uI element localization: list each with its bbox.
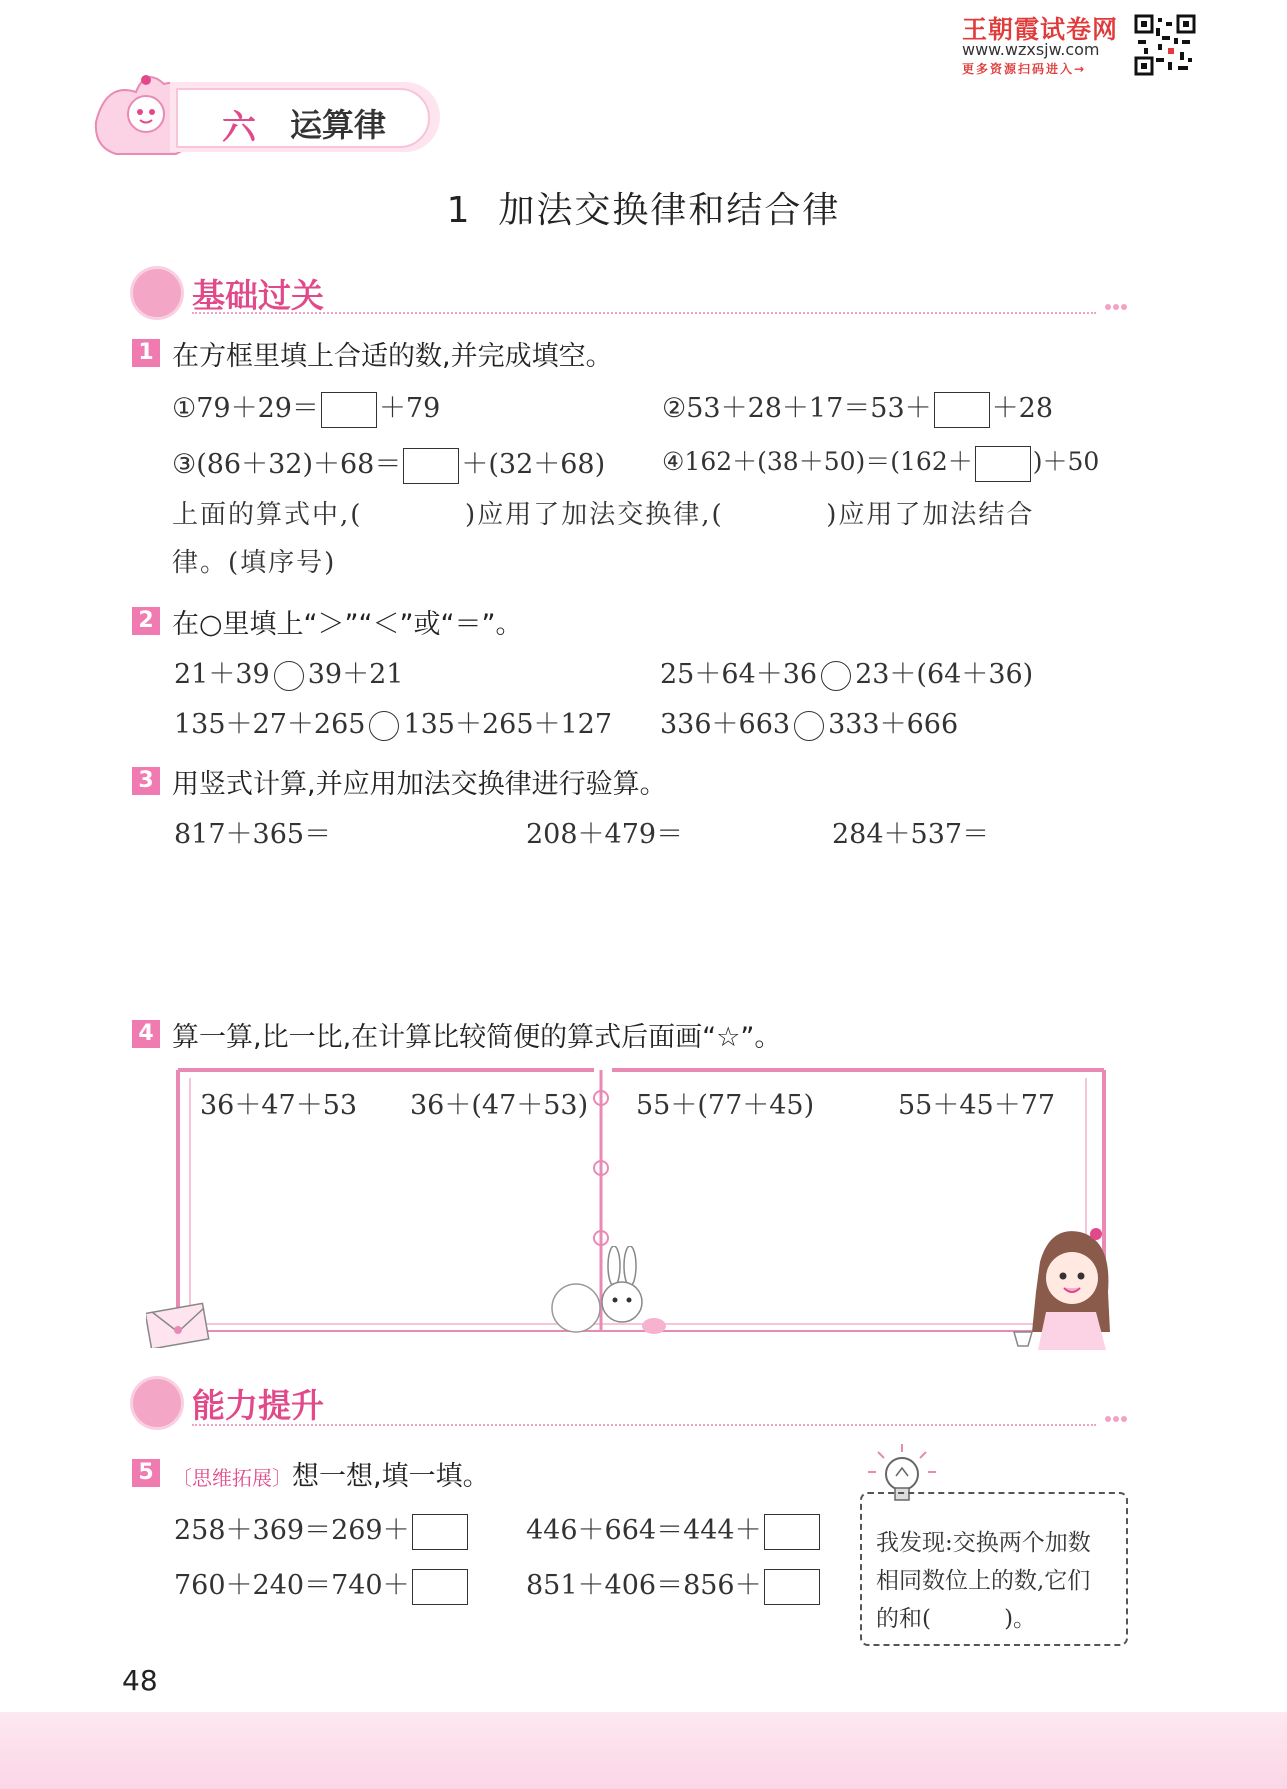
compare-circle[interactable]	[794, 711, 824, 741]
tip-text	[876, 1524, 1120, 1638]
expr: ＋79	[378, 393, 441, 424]
expr: )＋50	[1032, 447, 1100, 476]
girl-avatar-icon	[130, 1376, 184, 1430]
item-label: ④	[662, 447, 685, 476]
expr: 336＋663	[660, 709, 791, 740]
answer-box[interactable]	[412, 1514, 468, 1550]
answer-box[interactable]	[934, 392, 990, 428]
question-number: 4	[132, 1020, 160, 1048]
expr: 760＋240＝740＋	[174, 1570, 410, 1601]
compare-item	[660, 702, 958, 741]
question-prompt	[172, 1454, 490, 1493]
vertical-calc-item[interactable]: 817＋365＝	[174, 819, 332, 850]
expr: 21＋39	[174, 659, 270, 690]
expression: 36＋47＋53	[200, 1090, 358, 1121]
rabbit-icon	[548, 1246, 674, 1340]
equation	[172, 386, 440, 428]
answer-box[interactable]	[403, 448, 459, 484]
compare-item	[660, 652, 1033, 691]
envelope-icon	[146, 1302, 210, 1348]
expr: 446＋664＝444＋	[526, 1515, 762, 1546]
equation	[662, 442, 1099, 482]
brand-tagline: 更多资源扫码进入→	[962, 62, 1087, 76]
fill-item	[526, 1508, 822, 1550]
expr: 23＋(64＋36)	[855, 659, 1034, 690]
compare-circle[interactable]	[369, 711, 399, 741]
item-label: ③	[172, 449, 197, 480]
equation	[172, 442, 605, 484]
section-divider	[192, 1424, 1096, 1426]
answer-box[interactable]	[764, 1514, 820, 1550]
lesson-title: 1 加法交换律和结合律	[446, 190, 841, 231]
expression: 36＋(47＋53)	[410, 1090, 589, 1121]
question-number: 5	[132, 1459, 160, 1487]
expr: 258＋369＝269＋	[174, 1515, 410, 1546]
fill-item	[526, 1563, 822, 1605]
answer-box[interactable]	[321, 392, 377, 428]
question-tag: 〔思维拓展〕	[172, 1466, 292, 1490]
fill-item	[174, 1563, 470, 1605]
answer-box[interactable]	[412, 1569, 468, 1605]
item-label: ②	[662, 393, 687, 424]
brand-name: 王朝霞试卷网	[962, 15, 1119, 44]
answer-box[interactable]	[975, 446, 1031, 482]
dots-icon	[1104, 302, 1128, 312]
expr: (86＋32)＋68＝	[196, 449, 402, 480]
expr: ＋28	[991, 393, 1054, 424]
compare-item	[174, 702, 612, 741]
section-title-advanced: 能力提升	[192, 1386, 324, 1425]
equation	[662, 386, 1053, 428]
tip-line: 我发现:交换两个加数	[876, 1530, 1091, 1556]
fill-blank-line: 律。(填序号)	[172, 548, 337, 578]
unit-number: 六	[222, 108, 256, 148]
expression: 55＋45＋77	[898, 1090, 1056, 1121]
question-prompt: 在方框里填上合适的数,并完成填空。	[172, 341, 613, 372]
answer-box[interactable]	[764, 1569, 820, 1605]
tip-line[interactable]: 的和( )。	[876, 1606, 1037, 1632]
unit-title: 运算律	[290, 106, 387, 144]
question-number: 2	[132, 607, 160, 635]
dots-icon	[1104, 1414, 1128, 1424]
compare-item	[174, 652, 403, 691]
question-prompt: 用竖式计算,并应用加法交换律进行验算。	[172, 769, 667, 800]
expr: 162＋(38＋50)＝(162＋	[684, 447, 973, 476]
expr: 53＋28＋17＝53＋	[686, 393, 932, 424]
expr: ＋(32＋68)	[461, 449, 606, 480]
fill-item	[174, 1508, 470, 1550]
girl-icon	[1000, 1222, 1126, 1352]
section-title-basic: 基础过关	[192, 276, 324, 315]
question-number: 1	[132, 339, 160, 367]
expression: 55＋(77＋45)	[636, 1090, 815, 1121]
compare-circle[interactable]	[274, 661, 304, 691]
expr: 25＋64＋36	[660, 659, 818, 690]
vertical-calc-item[interactable]: 208＋479＝	[526, 819, 684, 850]
section-divider	[192, 312, 1096, 314]
fill-blank-line[interactable]: 上面的算式中,( )应用了加法交换律,( )应用了加法结合	[172, 500, 1035, 530]
question-number: 3	[132, 767, 160, 795]
tip-line: 相同数位上的数,它们	[876, 1568, 1091, 1594]
expr: 135＋265＋127	[403, 709, 613, 740]
question-prompt-text: 想一想,填一填。	[292, 1461, 490, 1492]
brand-url: www.wzxsjw.com	[962, 40, 1100, 59]
page-number: 48	[122, 1664, 158, 1697]
expr: 135＋27＋265	[174, 709, 366, 740]
footer-band	[0, 1712, 1287, 1789]
qr-code-icon	[1134, 14, 1196, 76]
expr: 333＋666	[828, 709, 959, 740]
expr: 39＋21	[307, 659, 404, 690]
compare-circle[interactable]	[821, 661, 851, 691]
item-label: ①	[172, 393, 197, 424]
question-prompt: 在○里填上“＞”“＜”或“＝”。	[172, 609, 523, 640]
expr: 79＋29＝	[196, 393, 319, 424]
question-prompt: 算一算,比一比,在计算比较简便的算式后面画“☆”。	[172, 1022, 782, 1053]
vertical-calc-item[interactable]: 284＋537＝	[832, 819, 990, 850]
girl-avatar-icon	[130, 266, 184, 320]
expr: 851＋406＝856＋	[526, 1570, 762, 1601]
